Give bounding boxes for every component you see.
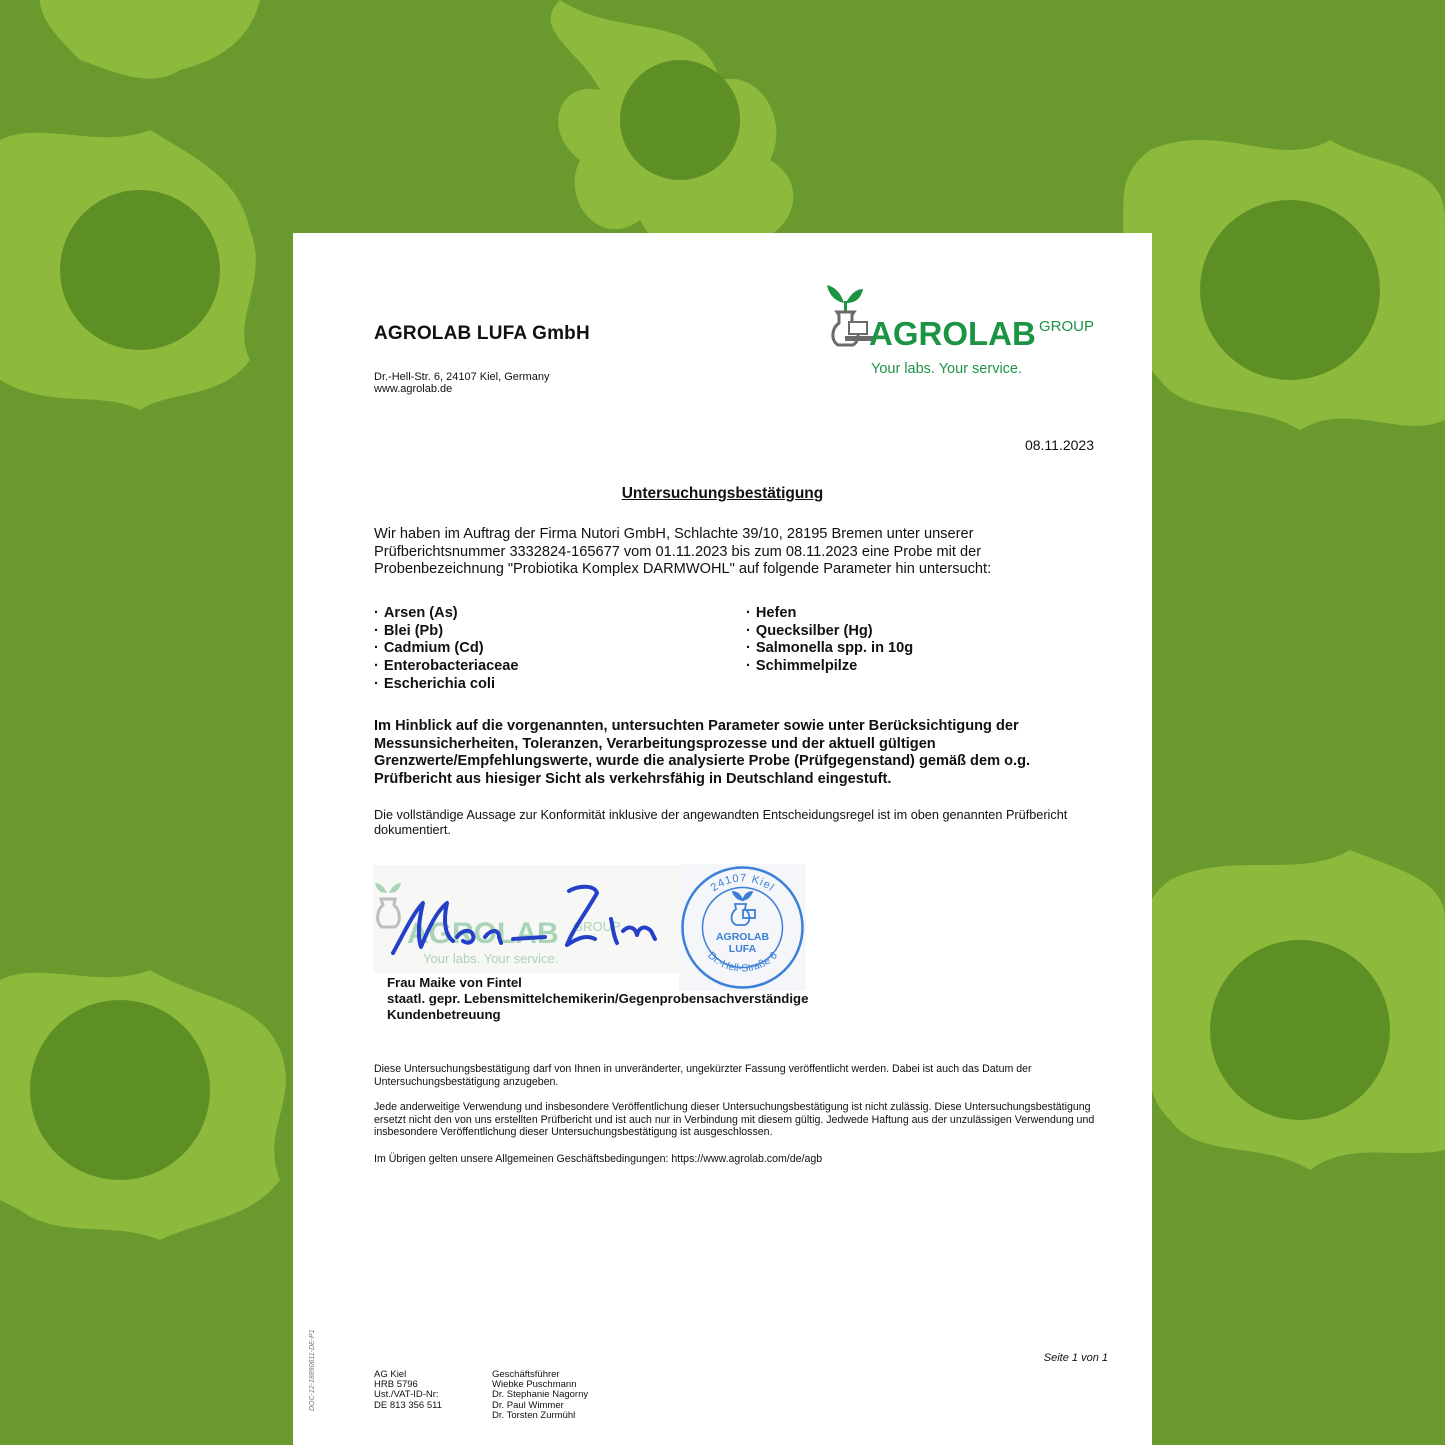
footer-line: Dr. Paul Wimmer [492, 1399, 564, 1411]
list-item: · Quecksilber (Hg) [746, 623, 913, 641]
parameter-column-right [746, 605, 913, 676]
intro-paragraph: Wir haben im Auftrag der Firma Nutori GmbH, Schlachte 39/10, 28195 Bremen unter unserer Prüfberichtsnummer 3332824-165677 vom 01.11.2023 bis zum 08.11.2023 eine Probe mit der Probenbezeichnung "Probiotika Komplex DARMWOHL" auf folgende Parameter hin untersucht: [374, 526, 992, 577]
footer-line: Geschäftsführer [492, 1369, 560, 1380]
terms-link[interactable]: Im Übrigen gelten unsere Allgemeinen Geschäftsbedingungen: https://www.agrolab.com/de/agb [374, 1153, 823, 1165]
signer-block [387, 975, 808, 1023]
footer-management [492, 1370, 588, 1421]
footer-line: Wiebke Puschmann [492, 1379, 577, 1391]
list-item: · Blei (Pb) [374, 623, 519, 641]
address-line: Dr.-Hell-Str. 6, 24107 Kiel, Germany [374, 371, 550, 383]
list-item: · Hefen [746, 605, 913, 623]
laboratory-stamp [679, 864, 806, 991]
list-item: · Cadmium (Cd) [374, 640, 519, 658]
list-item: · Escherichia coli [374, 676, 519, 694]
list-item: · Schimmelpilze [746, 658, 913, 676]
company-address [374, 371, 549, 395]
disclaimer-publication: Diese Untersuchungsbestätigung darf von Ihnen in unveränderter, ungekürzter Fassung veröffentlicht werden. Dabei ist auch das Datum der Untersuchungsbestätigung anzugeben. [374, 1063, 1032, 1088]
stamp-top-text: 24107 Kiel [708, 872, 777, 895]
document-date: 08.11.2023 [1024, 437, 1094, 453]
stamp-name-line2: LUFA [728, 943, 757, 955]
logo-group: GROUP [1039, 318, 1095, 335]
faded-logo-group: GROUP [573, 919, 621, 934]
footer-line: DE 813 356 511 [374, 1399, 442, 1411]
footer-line: Dr. Torsten Zurmühl [492, 1409, 576, 1421]
signer-role: staatl. gepr. Lebensmittelchemikerin/Gegenprobensachverständige [387, 991, 809, 1006]
logo-tagline: Your labs. Your service. [871, 361, 1023, 377]
website-link[interactable]: www.agrolab.de [374, 383, 453, 395]
footer-line: AG Kiel [374, 1369, 407, 1380]
company-name: AGROLAB LUFA GmbH [374, 323, 590, 344]
list-item: · Salmonella spp. in 10g [746, 640, 913, 658]
conclusion-paragraph: Im Hinblick auf die vorgenannten, untersuchten Parameter sowie unter Berücksichtigung der Messunsicherheiten, Toleranzen, Verarbeitungsprozesse und der aktuell gültigen Grenzwerte/Empfehlungswerte, wurde die analysierte Probe (Prüfgegenstand) gemäß dem o.g. Prüfbericht aus hiesiger Sicht als verkehrsfähig in Deutschland eingestuft. [374, 718, 1031, 788]
conformity-note: Die vollständige Aussage zur Konformität inklusive der angewandten Entscheidungsregel ist im oben genannten Prüfbericht dokumentiert. [374, 808, 1068, 837]
parameter-column-left [374, 605, 519, 694]
document-id: DOC-12-18890611-DE-P1 [309, 1329, 316, 1411]
footer-line: HRB 5796 [374, 1379, 418, 1391]
footer-line: Dr. Stephanie Nagorny [492, 1389, 589, 1401]
agrolab-logo [813, 279, 1113, 379]
signer-name: Frau Maike von Fintel [387, 975, 522, 990]
faded-logo-wordmark: AGROLAB [407, 917, 559, 950]
stamp-bottom-text: Dr.-Hell-Straße 6 [705, 949, 780, 975]
list-item: · Arsen (As) [374, 605, 519, 623]
signature-image [373, 865, 683, 973]
logo-wordmark: AGROLAB [869, 315, 1036, 352]
signer-department: Kundenbetreuung [387, 1007, 501, 1022]
footer-line: Ust./VAT-ID-Nr: [374, 1389, 439, 1401]
flask-plant-icon [827, 285, 873, 345]
footer-registry [374, 1370, 442, 1411]
page-number: Seite 1 von 1 [1043, 1352, 1108, 1364]
faded-logo-tagline: Your labs. Your service. [423, 951, 559, 966]
document-page [293, 233, 1152, 1445]
stamp-name-line1: AGROLAB [715, 931, 770, 943]
document-title: Untersuchungsbestätigung [621, 485, 824, 502]
disclaimer-usage: Jede anderweitige Verwendung und insbesondere Veröffentlichung dieser Untersuchungsbestätigung ist nicht zulässig. Diese Untersuchungsbestätigung ersetzt nicht den von uns erstellten Prüfbericht und ist auch nur in Verbindung mit diesem gültig. Jedwede Haftung aus der unzulässigen Verwendung und insbesondere Veröffentlichung dieser Untersuchungsbestätigung ist ausgeschlossen. [374, 1101, 1095, 1139]
list-item: · Enterobacteriaceae [374, 658, 519, 676]
